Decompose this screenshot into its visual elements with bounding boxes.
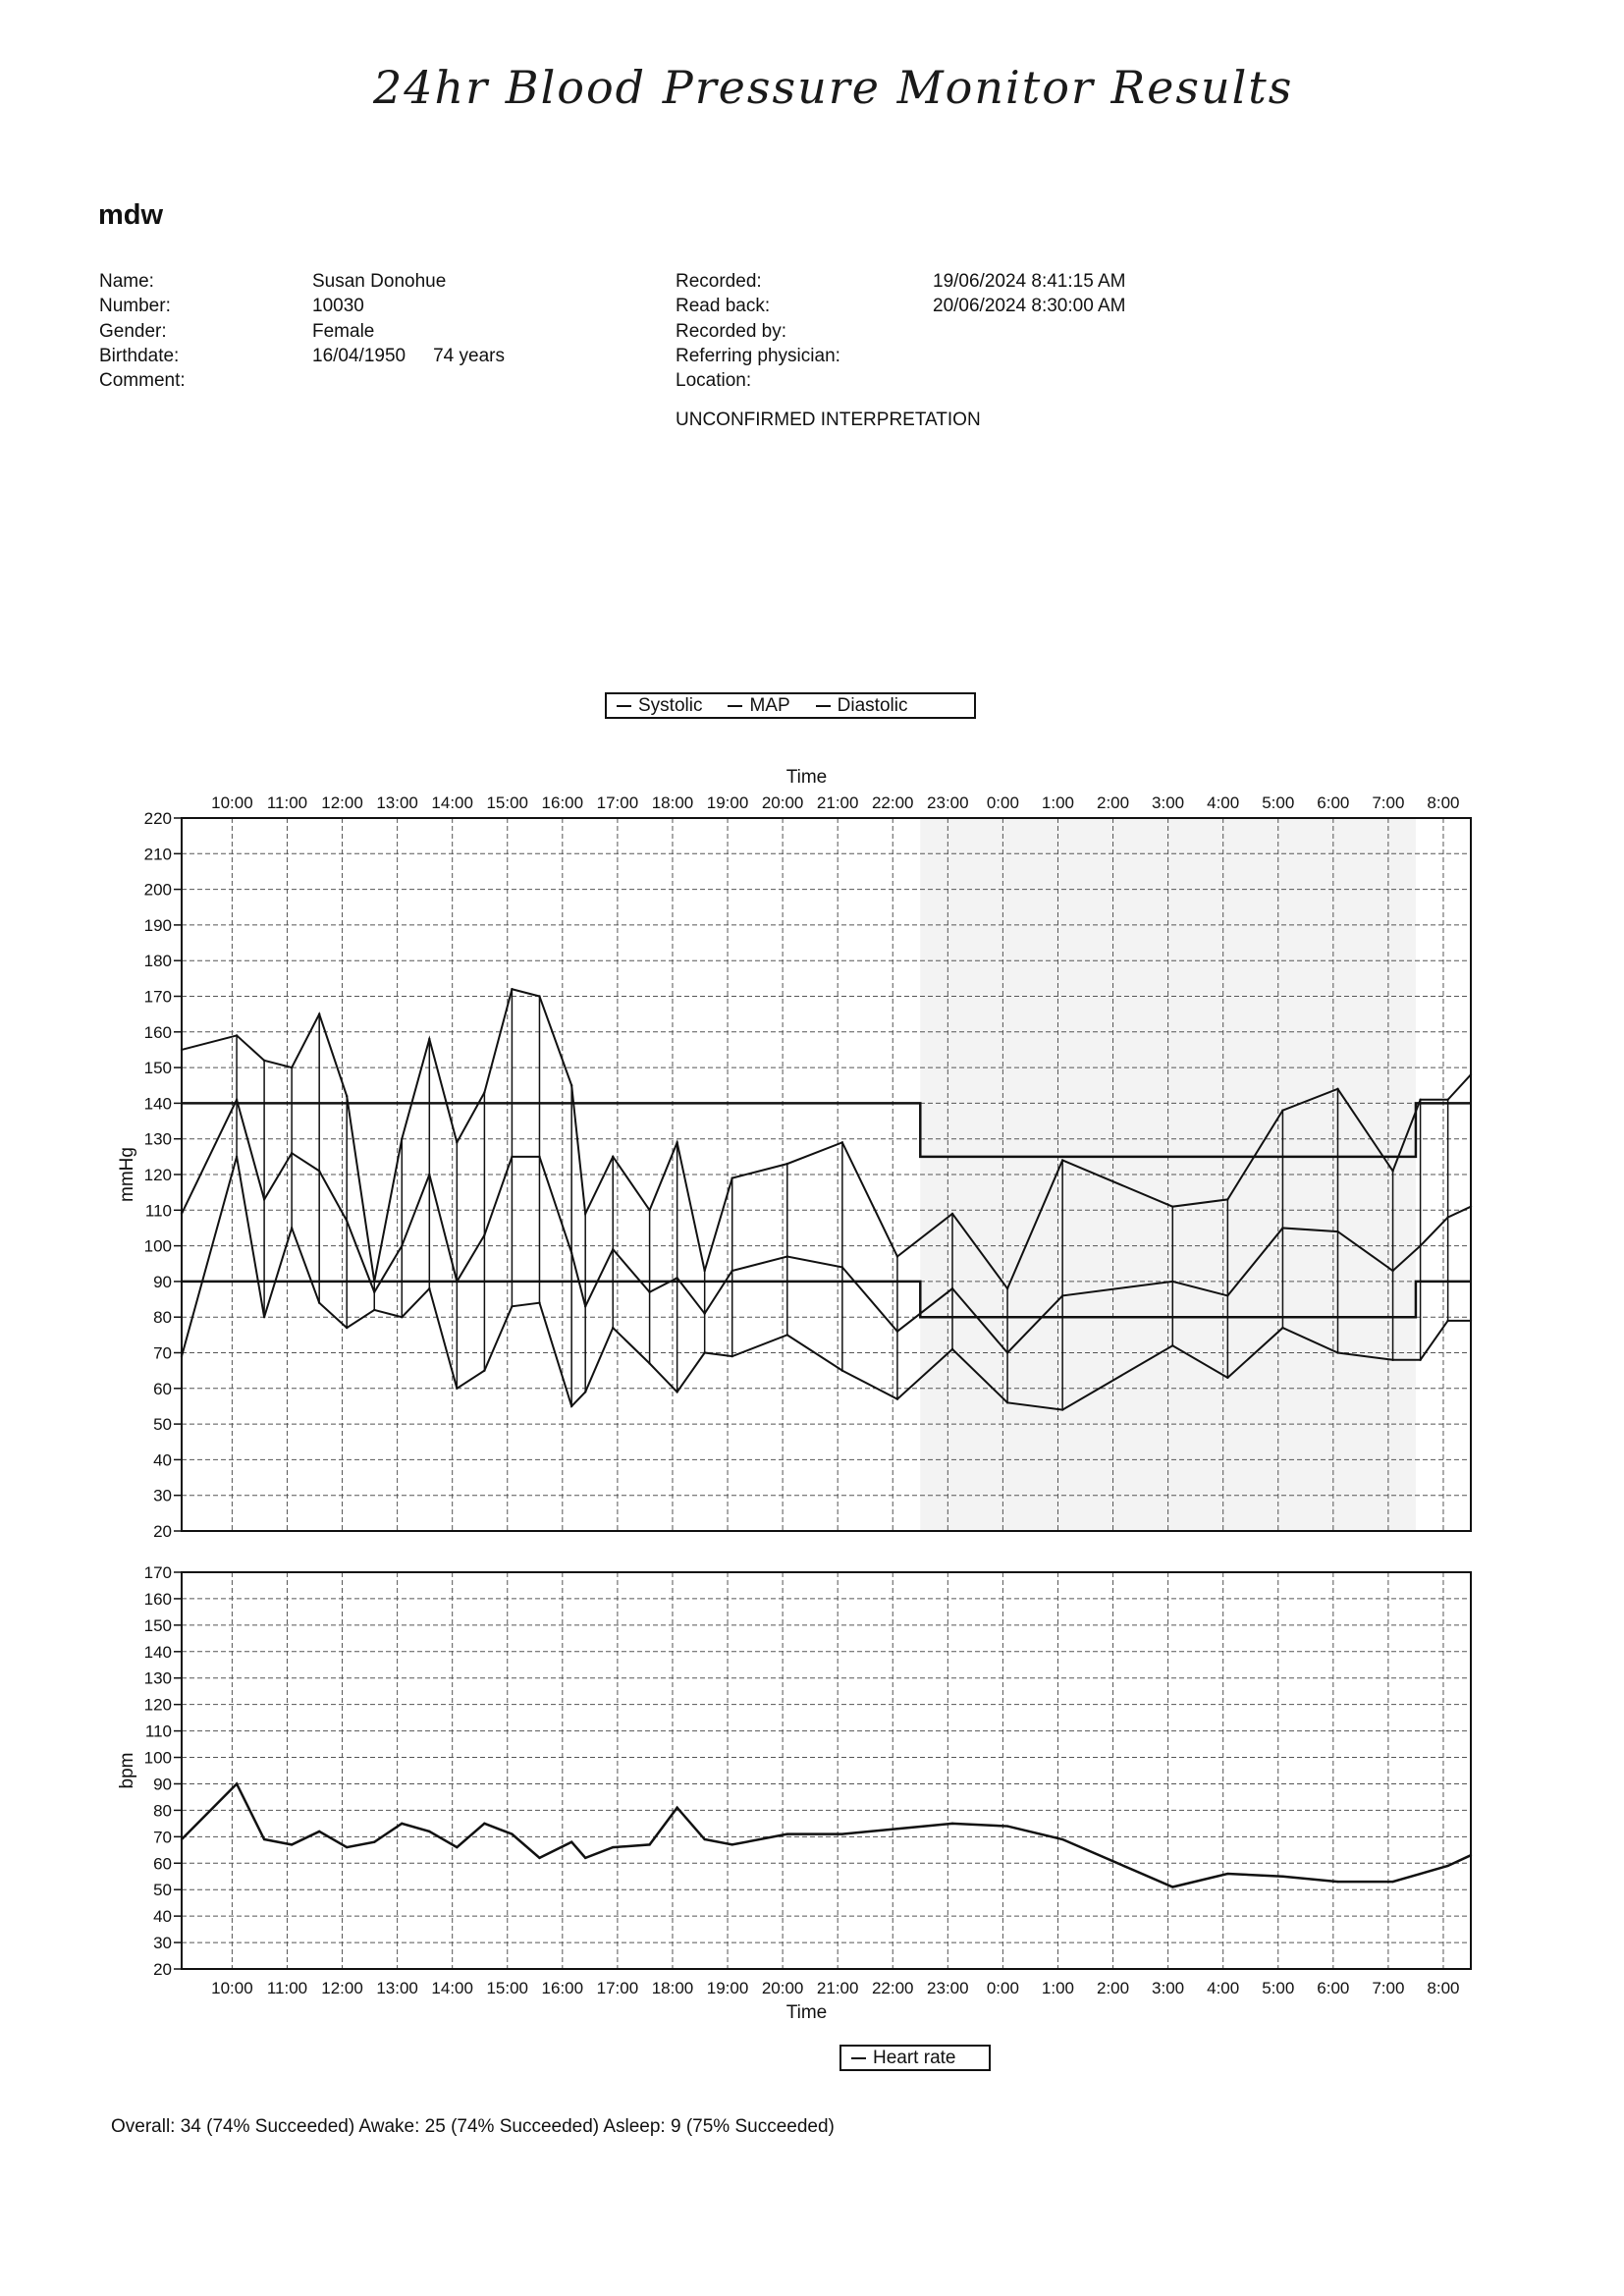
y-tick-label: 140 xyxy=(143,1094,172,1114)
diastolic-point xyxy=(373,1309,375,1311)
diastolic-point xyxy=(1061,1408,1063,1410)
y-tick-label: 140 xyxy=(143,1642,172,1662)
systolic-point xyxy=(1061,1159,1063,1161)
y-tick-label: 50 xyxy=(153,1881,172,1900)
map-point xyxy=(1391,1270,1393,1272)
y-axis-title: bpm xyxy=(117,1752,137,1789)
recording-label: Referring physician: xyxy=(676,345,840,366)
x-tick-label: 2:00 xyxy=(1096,793,1130,812)
heart-rate-point xyxy=(1171,1886,1173,1887)
diastolic-point xyxy=(584,1391,586,1393)
map-point xyxy=(584,1305,586,1307)
patient-label: Gender: xyxy=(99,320,167,342)
heart-rate-point xyxy=(291,1843,293,1845)
diastolic-point xyxy=(841,1369,843,1371)
diastolic-point xyxy=(676,1391,677,1393)
y-tick-label: 150 xyxy=(143,1615,172,1635)
y-tick-label: 120 xyxy=(143,1695,172,1715)
heart-rate-point xyxy=(703,1838,705,1840)
x-tick-label: 18:00 xyxy=(651,1979,694,1997)
heart-rate-chart xyxy=(117,1563,1472,2023)
map-point xyxy=(1171,1281,1173,1283)
diastolic-point xyxy=(428,1287,430,1289)
x-tick-label: 13:00 xyxy=(376,1979,418,1997)
legend-label: Heart rate xyxy=(873,2047,956,2068)
patient-age: 74 years xyxy=(433,345,505,366)
x-tick-label: 0:00 xyxy=(986,793,1019,812)
y-tick-label: 210 xyxy=(143,845,172,864)
systolic-point xyxy=(291,1066,293,1068)
x-tick-label: 21:00 xyxy=(816,793,859,812)
x-tick-label: 2:00 xyxy=(1096,1979,1130,1997)
x-tick-label: 22:00 xyxy=(871,793,914,812)
y-tick-label: 170 xyxy=(143,987,172,1007)
x-tick-label: 23:00 xyxy=(927,1979,969,1997)
y-tick-label: 170 xyxy=(143,1563,172,1582)
heart-rate-point xyxy=(570,1841,572,1843)
y-tick-label: 160 xyxy=(143,1022,172,1042)
map-point xyxy=(570,1252,572,1254)
systolic-point xyxy=(786,1163,788,1165)
organization-name: mdw xyxy=(98,199,164,231)
heart-rate-point xyxy=(1226,1873,1228,1875)
x-tick-label: 14:00 xyxy=(431,1979,473,1997)
y-tick-label: 130 xyxy=(143,1129,172,1149)
diastolic-point xyxy=(538,1301,540,1303)
systolic-point xyxy=(511,988,513,990)
recording-label: Recorded: xyxy=(676,271,762,292)
x-tick-label: 1:00 xyxy=(1041,1979,1075,1997)
diastolic-point xyxy=(1470,1320,1472,1322)
recording-label: Location: xyxy=(676,370,752,392)
heart-rate-point xyxy=(1446,1865,1448,1867)
patient-number: 10030 xyxy=(312,296,364,317)
legend-label: Systolic xyxy=(638,694,703,716)
diastolic-point xyxy=(401,1316,403,1318)
plot-frame xyxy=(182,1572,1471,1969)
diastolic-point xyxy=(511,1305,513,1307)
x-tick-label: 7:00 xyxy=(1372,1979,1405,1997)
systolic-point xyxy=(263,1060,265,1062)
y-tick-label: 50 xyxy=(153,1415,172,1435)
x-tick-label: 14:00 xyxy=(431,793,473,812)
systolic-point xyxy=(1281,1109,1283,1111)
diastolic-point xyxy=(236,1156,238,1158)
systolic-point xyxy=(1446,1099,1448,1101)
x-tick-label: 11:00 xyxy=(266,1979,308,1997)
systolic-point xyxy=(373,1281,375,1283)
x-axis-title: Time xyxy=(785,2002,828,2023)
map-point xyxy=(1006,1351,1008,1353)
map-point xyxy=(236,1099,238,1101)
patient-birthdate: 16/04/1950 xyxy=(312,345,406,366)
patient-gender: Female xyxy=(312,320,375,342)
y-tick-label: 20 xyxy=(153,1960,172,1979)
map-point xyxy=(896,1331,898,1333)
diastolic-point xyxy=(483,1369,485,1371)
legend-label: Diastolic xyxy=(837,694,908,716)
systolic-point xyxy=(483,1091,485,1093)
x-tick-label: 12:00 xyxy=(321,793,363,812)
systolic-point xyxy=(236,1034,238,1036)
map-point xyxy=(703,1312,705,1314)
systolic-point xyxy=(648,1209,650,1211)
systolic-point xyxy=(456,1141,458,1143)
y-tick-label: 40 xyxy=(153,1907,172,1927)
heart-rate-point xyxy=(236,1782,238,1784)
systolic-point xyxy=(346,1095,348,1097)
x-tick-label: 1:00 xyxy=(1041,793,1075,812)
systolic-point xyxy=(1419,1099,1421,1101)
x-tick-label: 19:00 xyxy=(706,1979,749,1997)
map-point xyxy=(731,1270,733,1272)
map-point xyxy=(318,1170,320,1172)
systolic-point xyxy=(1006,1287,1008,1289)
systolic-point xyxy=(896,1255,898,1257)
heart-rate-point xyxy=(612,1846,614,1848)
y-tick-label: 90 xyxy=(153,1272,172,1291)
diastolic-point xyxy=(1171,1344,1173,1346)
heart-rate-point xyxy=(1391,1881,1393,1883)
heart-rate-point xyxy=(401,1823,403,1825)
y-tick-label: 40 xyxy=(153,1450,172,1470)
x-tick-label: 23:00 xyxy=(927,793,969,812)
x-tick-label: 4:00 xyxy=(1207,1979,1240,1997)
map-point xyxy=(1470,1205,1472,1207)
y-tick-label: 30 xyxy=(153,1486,172,1505)
y-tick-label: 80 xyxy=(153,1801,172,1821)
x-tick-label: 3:00 xyxy=(1152,793,1185,812)
map-point xyxy=(676,1277,677,1279)
map-point xyxy=(786,1255,788,1257)
systolic-point xyxy=(1336,1088,1338,1090)
x-tick-label: 21:00 xyxy=(816,1979,859,1997)
map-point xyxy=(483,1234,485,1236)
diastolic-point xyxy=(346,1327,348,1329)
x-tick-label: 10:00 xyxy=(211,793,253,812)
map-point xyxy=(456,1281,458,1283)
y-tick-label: 120 xyxy=(143,1166,172,1184)
x-tick-label: 10:00 xyxy=(211,1979,253,1997)
systolic-point xyxy=(676,1141,677,1143)
x-tick-label: 17:00 xyxy=(596,1979,639,1997)
y-tick-label: 180 xyxy=(143,952,172,971)
heart-rate-point xyxy=(428,1831,430,1832)
systolic-point xyxy=(584,1213,586,1215)
y-tick-label: 200 xyxy=(143,880,172,900)
read-back-datetime: 20/06/2024 8:30:00 AM xyxy=(933,296,1126,317)
heart-rate-point xyxy=(1470,1854,1472,1856)
patient-label: Number: xyxy=(99,296,171,317)
diastolic-point xyxy=(1419,1359,1421,1361)
heart-rate-point xyxy=(1061,1838,1063,1840)
y-tick-label: 160 xyxy=(143,1589,172,1609)
map-point xyxy=(263,1198,265,1200)
map-point xyxy=(612,1248,614,1250)
diastolic-point xyxy=(181,1355,183,1357)
x-tick-label: 22:00 xyxy=(871,1979,914,1997)
x-tick-label: 5:00 xyxy=(1262,1979,1295,1997)
systolic-point xyxy=(570,1084,572,1086)
map-point xyxy=(538,1156,540,1158)
systolic-point xyxy=(1226,1198,1228,1200)
heart-rate-point xyxy=(1336,1881,1338,1883)
recorded-datetime: 19/06/2024 8:41:15 AM xyxy=(933,271,1126,292)
diastolic-point xyxy=(291,1227,293,1229)
map-point xyxy=(951,1287,953,1289)
map-point xyxy=(1446,1216,1448,1218)
x-tick-label: 15:00 xyxy=(486,1979,529,1997)
diastolic-point xyxy=(896,1397,898,1399)
diastolic-point xyxy=(1446,1320,1448,1322)
heart-rate-point xyxy=(346,1846,348,1848)
x-axis-title: Time xyxy=(785,767,828,788)
patient-label: Comment: xyxy=(99,370,186,392)
y-tick-label: 110 xyxy=(144,1201,172,1221)
systolic-point xyxy=(538,995,540,997)
patient-label: Birthdate: xyxy=(99,345,180,366)
heart-rate-point xyxy=(786,1832,788,1834)
x-tick-label: 5:00 xyxy=(1262,793,1295,812)
y-tick-label: 130 xyxy=(143,1668,172,1688)
diastolic-point xyxy=(951,1348,953,1350)
y-tick-label: 220 xyxy=(143,809,172,828)
systolic-point xyxy=(1391,1170,1393,1172)
heart-rate-point xyxy=(1419,1873,1421,1875)
heart-rate-point xyxy=(584,1857,586,1859)
x-tick-label: 3:00 xyxy=(1152,1979,1185,1997)
systolic-point xyxy=(1171,1205,1173,1207)
y-tick-label: 100 xyxy=(143,1236,172,1256)
x-tick-label: 15:00 xyxy=(486,793,529,812)
y-tick-label: 90 xyxy=(153,1775,172,1794)
patient-label: Name: xyxy=(99,271,154,292)
map-point xyxy=(841,1266,843,1268)
x-tick-label: 16:00 xyxy=(541,793,584,812)
y-tick-label: 80 xyxy=(153,1308,172,1328)
x-tick-label: 4:00 xyxy=(1207,793,1240,812)
map-point xyxy=(373,1291,375,1293)
systolic-point xyxy=(731,1176,733,1178)
summary-footer: Overall: 34 (74% Succeeded) Awake: 25 (74% Succeeded) Asleep: 9 (75% Succeeded) xyxy=(111,2116,835,2137)
systolic-point xyxy=(951,1213,953,1215)
diastolic-point xyxy=(1006,1401,1008,1403)
legend-label: MAP xyxy=(749,694,790,716)
y-tick-label: 20 xyxy=(153,1522,172,1541)
heart-rate-point xyxy=(263,1838,265,1840)
y-tick-label: 60 xyxy=(153,1379,172,1398)
recording-label: Read back: xyxy=(676,296,771,317)
x-tick-label: 12:00 xyxy=(321,1979,363,1997)
heart-rate-point xyxy=(483,1823,485,1825)
systolic-point xyxy=(401,1138,403,1140)
heart-rate-point xyxy=(1006,1825,1008,1827)
y-axis-title: mmHg xyxy=(117,1147,137,1202)
y-tick-label: 70 xyxy=(153,1343,172,1363)
heart-rate-point xyxy=(1281,1876,1283,1878)
heart-rate-series-line xyxy=(182,1783,1471,1886)
map-point xyxy=(1226,1294,1228,1296)
x-tick-label: 6:00 xyxy=(1317,1979,1350,1997)
x-tick-label: 20:00 xyxy=(761,793,804,812)
map-point xyxy=(1419,1244,1421,1246)
y-tick-label: 60 xyxy=(153,1854,172,1874)
systolic-point xyxy=(1470,1073,1472,1075)
x-tick-label: 11:00 xyxy=(266,793,308,812)
heart-rate-point xyxy=(373,1841,375,1843)
systolic-point xyxy=(181,1049,183,1051)
y-tick-label: 70 xyxy=(153,1828,172,1847)
y-tick-label: 30 xyxy=(153,1934,172,1953)
x-tick-label: 20:00 xyxy=(761,1979,804,1997)
diastolic-point xyxy=(570,1405,572,1407)
map-point xyxy=(346,1220,348,1222)
blood-pressure-chart xyxy=(117,767,1472,1541)
y-tick-label: 100 xyxy=(143,1748,172,1768)
recording-label: Recorded by: xyxy=(676,320,787,342)
heart-rate-point xyxy=(896,1828,898,1830)
diastolic-point xyxy=(786,1334,788,1336)
x-tick-label: 6:00 xyxy=(1317,793,1350,812)
diastolic-point xyxy=(1226,1377,1228,1379)
interpretation-status: UNCONFIRMED INTERPRETATION xyxy=(676,410,981,430)
heart-rate-point xyxy=(731,1843,733,1845)
x-tick-label: 17:00 xyxy=(596,793,639,812)
heart-rate-point xyxy=(511,1832,513,1834)
map-point xyxy=(428,1174,430,1175)
diastolic-point xyxy=(263,1316,265,1318)
diastolic-point xyxy=(318,1301,320,1303)
map-point xyxy=(511,1156,513,1158)
map-point xyxy=(1061,1294,1063,1296)
heart-rate-point xyxy=(318,1831,320,1832)
heart-rate-point xyxy=(676,1807,677,1809)
heart-rate-point xyxy=(456,1846,458,1848)
map-point xyxy=(1336,1230,1338,1232)
x-tick-label: 8:00 xyxy=(1427,793,1460,812)
heart-rate-point xyxy=(951,1823,953,1825)
diastolic-point xyxy=(703,1351,705,1353)
diastolic-point xyxy=(648,1362,650,1364)
heart-rate-point xyxy=(181,1838,183,1840)
systolic-point xyxy=(612,1156,614,1158)
diastolic-point xyxy=(456,1388,458,1390)
heart-rate-point xyxy=(648,1843,650,1845)
heart-rate-point xyxy=(841,1832,843,1834)
map-point xyxy=(1281,1227,1283,1229)
systolic-point xyxy=(841,1141,843,1143)
x-tick-label: 0:00 xyxy=(986,1979,1019,1997)
x-tick-label: 7:00 xyxy=(1372,793,1405,812)
x-tick-label: 18:00 xyxy=(651,793,694,812)
heart-rate-point xyxy=(538,1857,540,1859)
map-point xyxy=(648,1291,650,1293)
diastolic-point xyxy=(1391,1359,1393,1361)
systolic-point xyxy=(703,1270,705,1272)
y-tick-label: 190 xyxy=(143,915,172,935)
diastolic-point xyxy=(1336,1351,1338,1353)
map-point xyxy=(181,1213,183,1215)
handwritten-title: 24hr Blood Pressure Monitor Results xyxy=(373,61,1294,114)
x-tick-label: 16:00 xyxy=(541,1979,584,1997)
map-point xyxy=(401,1244,403,1246)
x-tick-label: 13:00 xyxy=(376,793,418,812)
y-tick-label: 150 xyxy=(143,1059,172,1078)
diastolic-point xyxy=(731,1355,733,1357)
map-point xyxy=(291,1152,293,1154)
y-tick-label: 110 xyxy=(144,1722,172,1741)
systolic-point xyxy=(428,1038,430,1040)
diastolic-point xyxy=(612,1327,614,1329)
patient-name: Susan Donohue xyxy=(312,271,447,292)
diastolic-point xyxy=(1281,1327,1283,1329)
x-tick-label: 8:00 xyxy=(1427,1979,1460,1997)
systolic-point xyxy=(318,1012,320,1014)
x-tick-label: 19:00 xyxy=(706,793,749,812)
